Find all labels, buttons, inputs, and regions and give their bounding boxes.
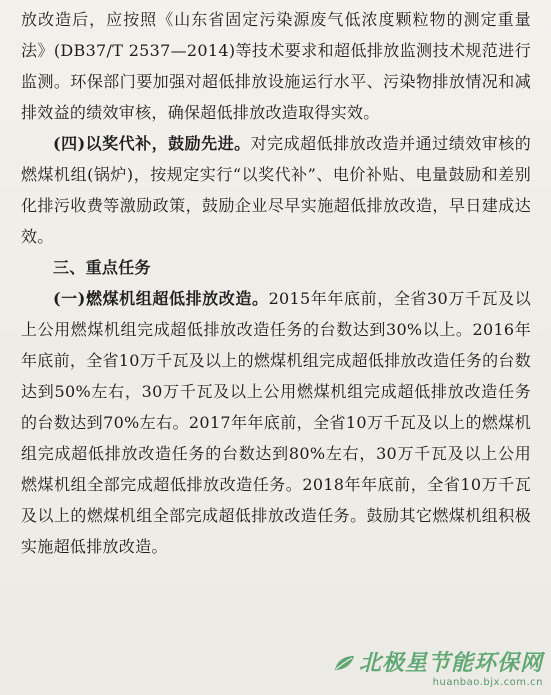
paragraph-incentives-body: 对完成超低排放改造并通过绩效审核的燃煤机组(锅炉)，按规定实行“以奖代补”、电价补贴、电量鼓励和差别化排污收费等激励政策，鼓励企业尽早实施超低排放改造，早日建成达效。 — [21, 134, 531, 246]
paragraph-incentives-lead: (四)以奖代补，鼓励先进。 — [53, 134, 251, 153]
paragraph-coal-units-body: 2015年年底前，全省30万千瓦及以上公用燃煤机组完成超低排放改造任务的台数达到30%以上。2016年年底前，全省10万千瓦及以上的燃煤机组完成超低排放改造任务的台数达到50%左右，30万千瓦及以上公用燃煤机组完成超低排放改造任务的台数达到70%左右。2017年年底前，全省10万千瓦及以上的燃煤机组完成超低排放改造任务的台数达到80%左右，30万千瓦及以上公用燃煤机组全部完成超低排放改造任务。2018年年底前，全省10万千瓦及以上的燃煤机组全部完成超低排放改造任务。鼓励其它燃煤机组积极实施超低排放改造。 — [21, 289, 531, 556]
paragraph-coal-units-lead: (一)燃煤机组超低排放改造。 — [53, 289, 269, 308]
section-heading-key-tasks: 三、重点任务 — [53, 258, 151, 277]
watermark-url: huanbao.bjx.com.cn — [432, 677, 543, 688]
paragraph-monitoring: 放改造后，应按照《山东省固定污染源废气低浓度颗粒物的测定重量法》(DB37/T 2537—2014)等技术要求和超低排放监测技术规范进行监测。环保部门要加强对超低排放设施运行水平、污染物排放情况和减排效益的绩效审核，确保超低排放改造取得实效。 — [21, 10, 531, 122]
watermark — [333, 651, 543, 689]
leaf-icon — [333, 654, 355, 672]
watermark-brand — [333, 651, 543, 677]
watermark-brand-text: 北极星节能环保网 — [358, 651, 543, 676]
paragraph-incentives — [21, 128, 531, 252]
paragraph-coal-units — [21, 283, 531, 562]
